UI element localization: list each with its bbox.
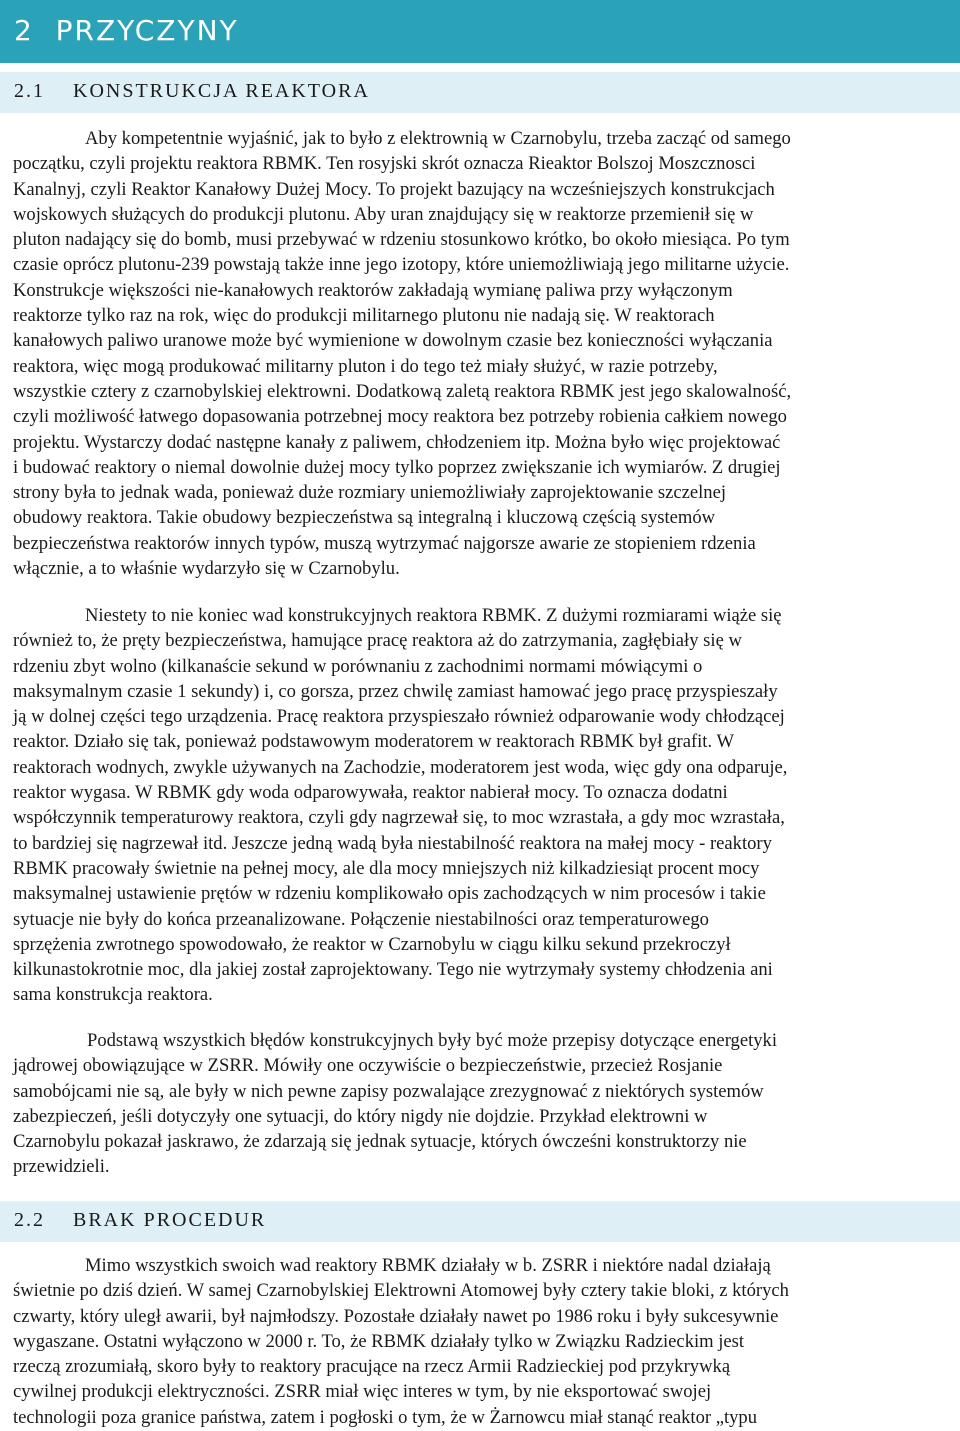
text-line: rdzeniu zbyt wolno (kilkanaście sekund w porównaniu z zachodnimi normami mówiącymi o	[13, 655, 703, 677]
text-line: czasie oprócz plutonu-239 powstają także inne jego izotopy, które uniemożliwiają jego militarne użycie.	[13, 254, 790, 276]
text-line: kanałowych paliwo uranowe może być wymienione w dowolnym czasie bez konieczności wyłączania	[13, 330, 773, 352]
text-line: również to, że pręty bezpieczeństwa, hamujące pracę reaktora aż do zatrzymania, zagłębiały się w	[13, 630, 742, 652]
text-line: maksymalnym czasie 1 sekundy) i, co gorsza, przez chwilę zamiast hamować jego pracę przyspieszały	[13, 680, 778, 702]
text-line: to bardziej się nagrzewał itd. Jeszcze jedną wadą była niestabilność reaktora na małej mocy - reaktory	[13, 832, 772, 854]
text-line: obudowy reaktora. Takie obudowy bezpieczeństwa są integralną i kluczową częścią systemów	[13, 507, 716, 529]
section-header-2-1	[0, 72, 960, 113]
paragraph-4	[13, 1253, 948, 1430]
text-line: wszystkie cztery z czarnobylskiej elektrowni. Dodatkową zaletą reaktora RBMK jest jego skalowalność,	[13, 380, 792, 402]
text-line: kilkunastokrotnie moc, dla jakiej został zaprojektowany. Tego nie wytrzymały systemy chłodzenia ani	[13, 959, 773, 981]
text-line: czyli możliwość łatwego dopasowania potrzebnej mocy reaktora bez potrzeby robienia całkiem nowego	[13, 406, 787, 428]
chapter-header	[0, 0, 960, 63]
text-line: reaktor wygasa. W RBMK gdy woda odparowywała, reaktor nabierał mocy. To oznacza dodatni	[13, 782, 728, 804]
text-line: sytuacje nie były do końca przeanalizowane. Połączenie niestabilności oraz temperaturowego	[13, 908, 709, 930]
text-line: jądrowej obowiązujące w ZSRR. Mówiły one oczywiście o bezpieczeństwie, przecież Rosjanie	[13, 1055, 723, 1077]
section-title: KONSTRUKCJA REAKTORA	[73, 80, 370, 102]
text-line: początku, czyli projektu reaktora RBMK. Ten rosyjski skrót oznacza Rieaktor Bolszoj Moszcznosci	[13, 153, 756, 175]
text-line: pluton nadający się do bomb, musi przebywać w rdzeniu stosunkowo krótko, bo około miesiąca. Po tym	[13, 229, 790, 251]
text-line: maksymalnej ustawienie prętów w rdzeniu komplikowało opis zachodzących w nim procesów i takie	[13, 883, 766, 905]
paragraph-1	[13, 126, 948, 581]
section-number: 2.2	[14, 1209, 45, 1231]
text-line: strony była to jednak wada, ponieważ duże rozmiary uniemożliwiały zaprojektowanie szczelnej	[13, 482, 726, 504]
text-line: Czarnobylu pokazał jaskrawo, że zdarzają się jednak sytuacje, których ówcześni konstruktorzy nie	[13, 1131, 747, 1153]
text-line: Konstrukcje większości nie-kanałowych reaktorów zakładają wymianę paliwa przy wyłączonym	[13, 279, 733, 301]
section-number: 2.1	[14, 80, 45, 102]
text-line: reaktorze tylko raz na rok, więc do produkcji militarnego plutonu nie nadają się. W reaktorach	[13, 305, 715, 327]
chapter-heading	[14, 14, 239, 47]
paragraph-3	[13, 1028, 948, 1180]
text-line: reaktora, więc mogą produkować militarny pluton i do tego też miały służyć, w razie potrzeby,	[13, 355, 718, 377]
text-line: świetnie po dziś dzień. W samej Czarnobylskiej Elektrowni Atomowej były cztery takie bloki, z których	[13, 1280, 789, 1302]
chapter-number: 2	[14, 14, 34, 47]
text-line: przewidzieli.	[13, 1156, 110, 1178]
text-line: bezpieczeństwa reaktorów innych typów, muszą wytrzymać najgorsze awarie ze stopieniem rdzenia	[13, 532, 756, 554]
text-line: czwarty, który uległ awarii, był najmłodszy. Pozostałe działały nawet po 1986 roku i były sukcesywnie	[13, 1305, 779, 1327]
text-line: Aby kompetentnie wyjaśnić, jak to było z elektrownią w Czarnobylu, trzeba zacząć od samego	[85, 128, 791, 149]
text-line: sama konstrukcja reaktora.	[13, 984, 213, 1006]
text-line: reaktorach wodnych, zwykle używanych na Zachodzie, moderatorem jest woda, więc gdy ona odparuje,	[13, 756, 788, 778]
section-title: BRAK PROCEDUR	[73, 1209, 267, 1231]
text-line: cywilnej produkcji elektryczności. ZSRR miał więc interes w tym, by nie eksportować swojej	[13, 1381, 712, 1403]
text-line: technologii poza granice państwa, zatem i pogłoski o tym, że w Żarnowcu miał stanąć reaktor „typu	[13, 1406, 758, 1428]
text-line: wygaszane. Ostatni wyłączono w 2000 r. To, że RBMK działały tylko w Związku Radzieckim jest	[13, 1330, 745, 1352]
text-line: zabezpieczeń, jeśli dotyczyły one sytuacji, do który nigdy nie dojdzie. Przykład elektrowni w	[13, 1105, 708, 1127]
text-line: współczynnik temperaturowy reaktora, czyli gdy nagrzewał się, to moc wzrastała, a gdy moc wzrastała,	[13, 807, 785, 829]
text-line: wojskowych służących do produkcji plutonu. Aby uran znajdujący się w reaktorze przemienił się w	[13, 203, 754, 225]
text-line: reaktor. Działo się tak, ponieważ podstawowym moderatorem w reaktorach RBMK był grafit. W	[13, 731, 734, 753]
text-line: i budować reaktory o niemal dowolnie dużej mocy tylko poprzez zwiększanie ich wymiarów. Z drugiej	[13, 456, 781, 478]
text-line: RBMK pracowały świetnie na pełnej mocy, ale dla mocy mniejszych niż kilkadziesiąt procent mocy	[13, 857, 760, 879]
text-line: Kanalnyj, czyli Reaktor Kanałowy Dużej Mocy. To projekt bazujący na wcześniejszych konstrukcjach	[13, 178, 775, 200]
text-line: projektu. Wystarczy dodać następne kanały z paliwem, chłodzeniem itp. Można było więc projektować	[13, 431, 781, 453]
section-header-2-2	[0, 1201, 960, 1242]
text-line: Podstawą wszystkich błędów konstrukcyjnych były być może przepisy dotyczące energetyki	[87, 1030, 778, 1051]
text-line: samobójcami nie są, ale były w nich pewne zapisy pozwalające zrezygnować z niektórych systemów	[13, 1080, 764, 1102]
text-line: rzeczą zrozumiałą, skoro były to reaktory pracujące na rzecz Armii Radzieckiej pod przykrywką	[13, 1356, 731, 1378]
text-line: Mimo wszystkich swoich wad reaktory RBMK działały w b. ZSRR i niektóre nadal działają	[85, 1255, 771, 1276]
paragraph-2	[13, 603, 948, 1008]
text-line: włącznie, a to właśnie wydarzyło się w Czarnobylu.	[13, 558, 400, 580]
chapter-title: PRZYCZYNY	[55, 14, 239, 47]
text-line: Niestety to nie koniec wad konstrukcyjnych reaktora RBMK. Z dużymi rozmiarami wiąże się	[85, 605, 782, 626]
text-line: sprzężenia zwrotnego spowodowało, że reaktor w Czarnobylu w ciągu kilku sekund przekroczył	[13, 933, 731, 955]
text-line: ją w dolnej części tego urządzenia. Pracę reaktora przyspieszało również odparowanie wody chłodzącej	[13, 706, 785, 728]
